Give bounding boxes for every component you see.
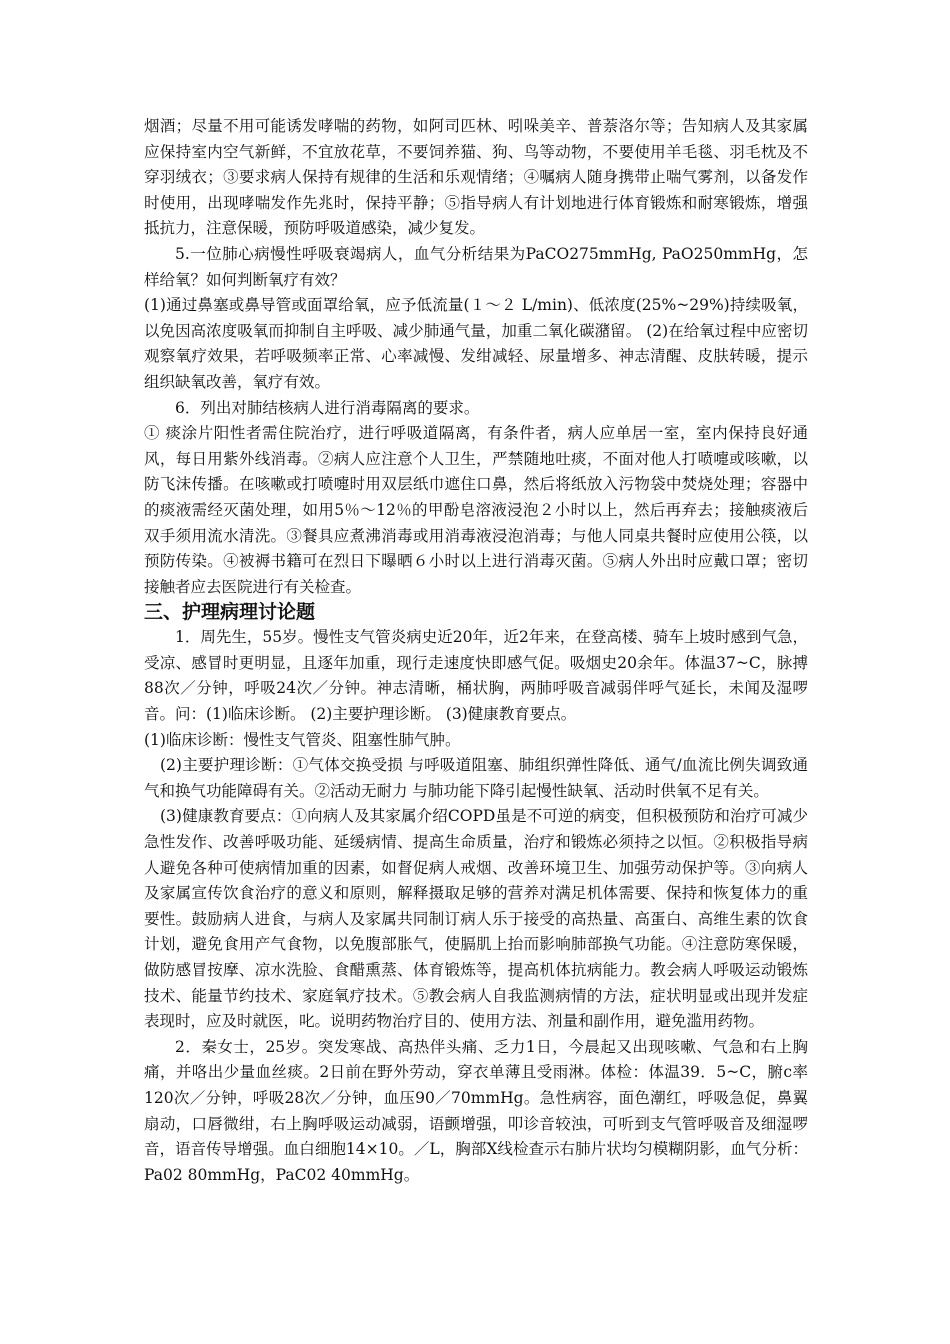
question-5: 5.一位肺心病慢性呼吸衰竭病人，血气分析结果为PaCO275mmHg, PaO250mmHg，怎样给氧？如何判断氧疗有效？: [144, 244, 808, 289]
question-6: 6．列出对肺结核病人进行消毒隔离的要求。: [175, 398, 480, 417]
case-1-answer-nursing-diagnosis: (2)主要护理诊断：①气体交换受损 与呼吸道阻塞、肺组织弹性降低、通气/血流比例失调致通气和换气功能障碍有关。②活动无耐力 与肺功能下降引起慢性缺氧、活动时供氧不足有关。: [144, 756, 808, 800]
case-1-answer-diagnosis: (1)临床诊断：慢性支气管炎、阻塞性肺气肿。: [144, 730, 461, 749]
document-body: [144, 114, 808, 1188]
case-1-description: 1．周先生，55岁。慢性支气管炎病史近20年，近2年来，在登高楼、骑车上坡时感到气急，受凉、感冒时更明显，且逐年加重，现行走速度快即感气促。吸烟史20余年。体温37~C，脉搏88次／分钟，呼吸24次／分钟。神志清晰，桶状胸，两肺呼吸音减弱伴呼气延长，未闻及湿啰音。问：(1)临床诊断。 (2)主要护理诊断。 (3)健康教育要点。: [144, 628, 808, 724]
section-heading-3: 三、护理病理讨论题: [144, 601, 316, 624]
paragraph-asthma-education-cont: 烟酒；尽量不用可能诱发哮喘的药物，如阿司匹林、吲哚美辛、普萘洛尔等；告知病人及其家属应保持室内空气新鲜，不宜放花草，不要饲养猫、狗、鸟等动物，不要使用羊毛毯、羽毛枕及不穿羽绒衣；③要求病人保持有规律的生活和乐观情绪；④嘱病人随身携带止喘气雾剂，以备发作时使用，出现哮喘发作先兆时，保持平静；⑤指导病人有计划地进行体育锻炼和耐寒锻炼，增强抵抗力，注意保暖，预防呼吸道感染，减少复发。: [144, 117, 808, 238]
case-1-answer-health-education: (3)健康教育要点：①向病人及其家属介绍COPD虽是不可逆的病变，但积极预防和治疗可减少急性发作、改善呼吸功能、延缓病情、提高生命质量，治疗和锻炼必须持之以恒。②积极指导病人避免各种可使病情加重的因素，如督促病人戒烟、改善环境卫生、加强劳动保护等。③向病人及家属宣传饮食治疗的意义和原则，解释摄取足够的营养对满足机体需要、保持和恢复体力的重要性。鼓励病人进食，与病人及家属共同制订病人乐于接受的高热量、高蛋白、高维生素的饮食计划，避免食用产气食物，以免腹部胀气，使膈肌上抬而影响肺部换气功能。④注意防寒保暖，做防感冒按摩、凉水洗脸、食醋熏蒸、体育锻炼等，提高机体抗病能力。教会病人呼吸运动锻炼技术、能量节约技术、家庭氧疗技术。⑤教会病人自我监测病情的方法，症状明显或出现并发症表现时，应及时就医，叱。说明药物治疗目的、使用方法、剂量和副作用，避免滥用药物。: [144, 807, 808, 1031]
answer-5: (1)通过鼻塞或鼻导管或面罩给氧，应予低流量(１～２ L/min)、低浓度(25%~29%)持续吸氧，以免因高浓度吸氧而抑制自主呼吸、减少肺通气量，加重二氧化碳潴留。 (2)在给氧过程中应密切观察氧疗效果，若呼吸频率正常、心率减慢、发绀减轻、尿量增多、神志清醒、皮肤转暖，提示组织缺氧改善，氧疗有效。: [144, 296, 808, 391]
answer-6: ① 痰涂片阳性者需住院治疗，进行呼吸道隔离，有条件者，病人应单居一室，室内保持良好通风，每日用紫外线消毒。②病人应注意个人卫生，严禁随地吐痰，不面对他人打喷嚏或咳嗽，以防飞沫传播。在咳嗽或打喷嚏时用双层纸巾遮住口鼻，然后将纸放入污物袋中焚烧处理；容器中的痰液需经灭菌处理，如用5％～12％的甲酚皂溶液浸泡２小时以上，然后再弃去；接触痰液后双手须用流水清洗。③餐具应煮沸消毒或用消毒液浸泡消毒；与他人同桌共餐时应使用公筷，以预防传染。④被褥书籍可在烈日下曝晒６小时以上进行消毒灭菌。⑤病人外出时应戴口罩；密切接触者应去医院进行有关检查。: [144, 424, 808, 596]
case-2-description: 2．秦女士，25岁。突发寒战、高热伴头痛、乏力1日，今晨起又出现咳嗽、气急和右上胸痛，并咯出少量血丝痰。2日前在野外劳动，穿衣单薄且受雨淋。体检：体温39．5~C，腑c率120次／分钟，呼吸28次／分钟，血压90／70mmHg。急性病容，面色潮红，呼吸急促，鼻翼扇动，口唇微绀，右上胸呼吸运动减弱，语颤增强，叩诊音较浊，可听到支气管呼吸音及细湿啰音，语音传导增强。血白细胞14×10。／L，胸部X线检查示右肺片状均匀模糊阴影，血气分析：Pa02 80mmHg，PaC02 40mmHg。: [144, 1037, 808, 1184]
